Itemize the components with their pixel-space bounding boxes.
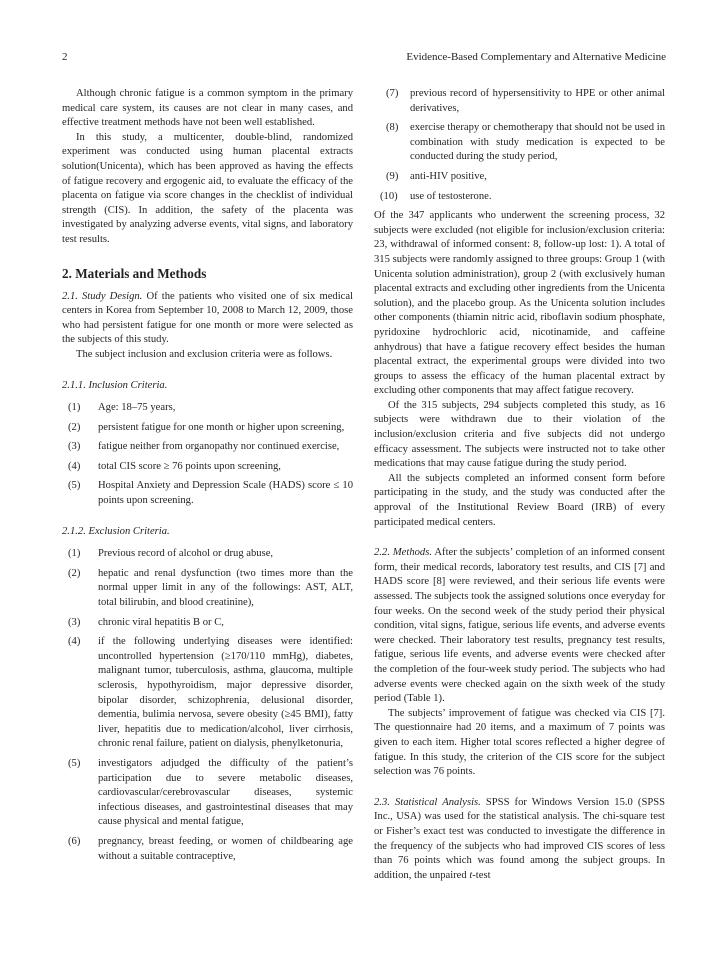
intro-paragraph-2: In this study, a multicenter, double-blind, randomized experiment was conducted using human placental extracts solution(Unicenta), which has been approved as having the effects of fatigue recovery and ergogenic aid, to evaluate the efficacy of the placenta on fatigue via score changes in the checklist of individual strength (CIS). In addition, the safety of the placenta was investigated by analyzing adverse events, vital signs, and laboratory test results.: [62, 131, 353, 245]
exclusion-heading: 2.1.2. Exclusion Criteria.: [62, 525, 170, 537]
item-text: anti-HIV positive,: [410, 170, 487, 182]
item-number: (6): [68, 835, 81, 847]
list-item: [374, 190, 665, 205]
item-number: (4): [68, 636, 81, 648]
exclusion-list-continued: [374, 87, 665, 204]
item-text: hepatic and renal dysfunction (two times more than the normal upper limit in any of the followings: AST, ALT, total bilirubin, and blood creatinine),: [98, 567, 353, 609]
list-item: [62, 835, 353, 864]
screening-paragraph: Of the 347 applicants who underwent the screening process, 32 subjects were excluded (not eligible for inclusion/exclusion criteria: 23, withdrawal of informed consent: 8, follow-up lost: 1). A total of 315 subjects were randomly assigned to three groups: Group 1 (with Unicenta solution administration), group 2 (with exclusively human placental extracts and excluding other ingredients from the Unicenta solution), and the placebo group. As the Unicenta solution includes other components (thiamin nitric acid, riboflavin sodium phosphate, pyridoxine hydrochloric acid, nicotinamide, and caffeine anhydrous) that have a fatigue recovery effect besides the human placental extract, the experimental groups were divided into two groups to assess the efficacy of the human placental extract by excluding other components that may affect fatigue recovery.: [374, 210, 665, 397]
item-number: (10): [380, 190, 398, 202]
item-number: (9): [386, 170, 399, 182]
inclusion-list: [62, 401, 353, 509]
item-text: fatigue neither from organopathy nor continued exercise,: [98, 441, 340, 453]
criteria-intro: The subject inclusion and exclusion criteria were as follows.: [76, 348, 333, 360]
completion-paragraph: Of the 315 subjects, 294 subjects completed this study, as 16 subjects were withdrawn due to their violation of the inclusion/exclusion criteria and five subjects did not undergo efficacy assessment. The subjects were instructed not to take other medications that may cause fatigue during the study period.: [374, 399, 665, 470]
statistical-analysis-text-end: -test: [472, 869, 491, 881]
list-item: [62, 421, 353, 436]
list-item: [62, 547, 353, 562]
study-design-heading: 2.1. Study Design.: [62, 290, 143, 302]
list-item: [62, 616, 353, 631]
methods-paragraph: [374, 546, 665, 707]
list-item: [374, 121, 665, 165]
list-item: [62, 479, 353, 508]
list-item: [62, 440, 353, 455]
list-item: [374, 170, 665, 185]
item-number: (3): [68, 441, 81, 453]
item-text: Hospital Anxiety and Depression Scale (HADS) score ≤ 10 points upon screening.: [98, 480, 353, 507]
list-item: [374, 87, 665, 116]
item-text: total CIS score ≥ 76 points upon screening,: [98, 460, 281, 472]
consent-paragraph: All the subjects completed an informed consent form before participating in the study, and the study was conducted after the approval of the Institutional Review Board (IRB) of every participated medical centers.: [374, 472, 665, 528]
item-number: (1): [68, 548, 81, 560]
item-number: (8): [386, 122, 399, 134]
item-text: use of testosterone.: [410, 190, 492, 202]
statistical-analysis-heading: 2.3. Statistical Analysis.: [374, 796, 481, 808]
inclusion-heading: 2.1.1. Inclusion Criteria.: [62, 379, 168, 391]
item-number: (1): [68, 402, 81, 414]
t-italic: t: [469, 869, 473, 881]
statistical-analysis-text: SPSS for Windows Version 15.0 (SPSS Inc., USA) was used for the statistical analysis. The chi-square test or Fisher’s exact test was conducted to investigate the difference in the frequency of the subjects who had improved CIS scores of less than 76 points which was found among the subject groups. In addition, the unpaired: [374, 796, 666, 881]
left-column: [62, 87, 353, 869]
section-2-heading: 2. Materials and Methods: [62, 265, 207, 281]
list-item: [62, 567, 353, 611]
item-text: previous record of hypersensitivity to HPE or other animal derivatives,: [410, 88, 665, 114]
item-text: exercise therapy or chemotherapy that should not be used in combination with study medication is expected to be conducted during the study period,: [410, 122, 665, 163]
item-text: if the following underlying diseases were identified: uncontrolled hypertension (≥170/110 mmHg), diabetes, malignant tumor, tuberculosis, asthma, glaucoma, multiple sclerosis, hypothyroidism, major depressive disorder, bipolar disorder, schizophrenia, delusional disorder, dementia, bulimia nervosa, severe obesity (≥45 BMI), fatty liver, hepatitis due to medication/alcohol, liver cirrhosis, chronic renal failure, patient on dialysis, phenylketonuria,: [98, 636, 353, 750]
item-text: investigators adjudged the difficulty of the patient’s participation due to severe metabolic diseases, cardiovascular/cerebrovascular diseases, systemic infectious diseases, and gastrointestinal diseases that may cause physical and mental fatigue,: [98, 757, 353, 828]
item-number: (5): [68, 757, 81, 769]
list-item: [62, 401, 353, 416]
item-text: chronic viral hepatitis B or C,: [98, 616, 224, 628]
methods-text: After the subjects’ completion of an informed consent form, their medical records, laboratory test results, and CIS [7] and HADS score [8] were reviewed, and their serious life events were assessed. The subjects took the assigned solutions once everyday for four weeks. On the second week of the study period their physical condition, vital signs, fatigue, serious life events, and adverse events were checked. Their laboratory test results, pregnancy test results, fatigue, serious life events, and adverse events were checked after the completion of the four-week study period. The subjects who had adverse events were checked again on the sixth week of the study period (Table 1).: [374, 547, 665, 705]
item-text: Previous record of alcohol or drug abuse,: [98, 548, 274, 560]
study-design-text: Of the patients who visited one of six medical centers in Korea from September 10, 2008 to March 12, 2009, those who had persistent fatigue for one month or more were selected as the subjects of this study.: [62, 290, 353, 346]
item-number: (5): [68, 480, 81, 492]
exclusion-list: [62, 547, 353, 864]
item-number: (2): [68, 567, 81, 579]
running-header: [62, 50, 666, 66]
item-number: (4): [68, 460, 81, 472]
list-item: [62, 635, 353, 752]
right-column: [374, 87, 665, 883]
journal-title: Evidence-Based Complementary and Alternative Medicine: [406, 51, 666, 63]
intro-paragraph-1: Although chronic fatigue is a common symptom in the primary medical care system, its causes are not clear in many cases, and effective treatment methods have not been well established.: [62, 88, 353, 129]
item-number: (3): [68, 616, 81, 628]
item-number: (7): [386, 88, 399, 99]
list-item: [62, 757, 353, 830]
item-text: Age: 18–75 years,: [98, 402, 176, 414]
methods-heading: 2.2. Methods.: [374, 547, 432, 559]
item-text: persistent fatigue for one month or higher upon screening,: [98, 421, 345, 433]
item-number: (2): [68, 421, 81, 433]
list-item: [62, 460, 353, 475]
statistical-analysis-paragraph: [374, 796, 665, 884]
page-number: 2: [62, 51, 68, 63]
item-text: pregnancy, breast feeding, or women of childbearing age without a suitable contraceptive,: [98, 835, 353, 862]
study-design-paragraph: [62, 290, 353, 348]
cis-paragraph: The subjects’ improvement of fatigue was checked via CIS [7]. The questionnaire had 20 items, and a maximum of 7 points was given to each item. Higher total scores reflected a higher degree of fatigue. In this study, the criterion of the CIS score for the subject selection was 76 points.: [374, 707, 665, 778]
